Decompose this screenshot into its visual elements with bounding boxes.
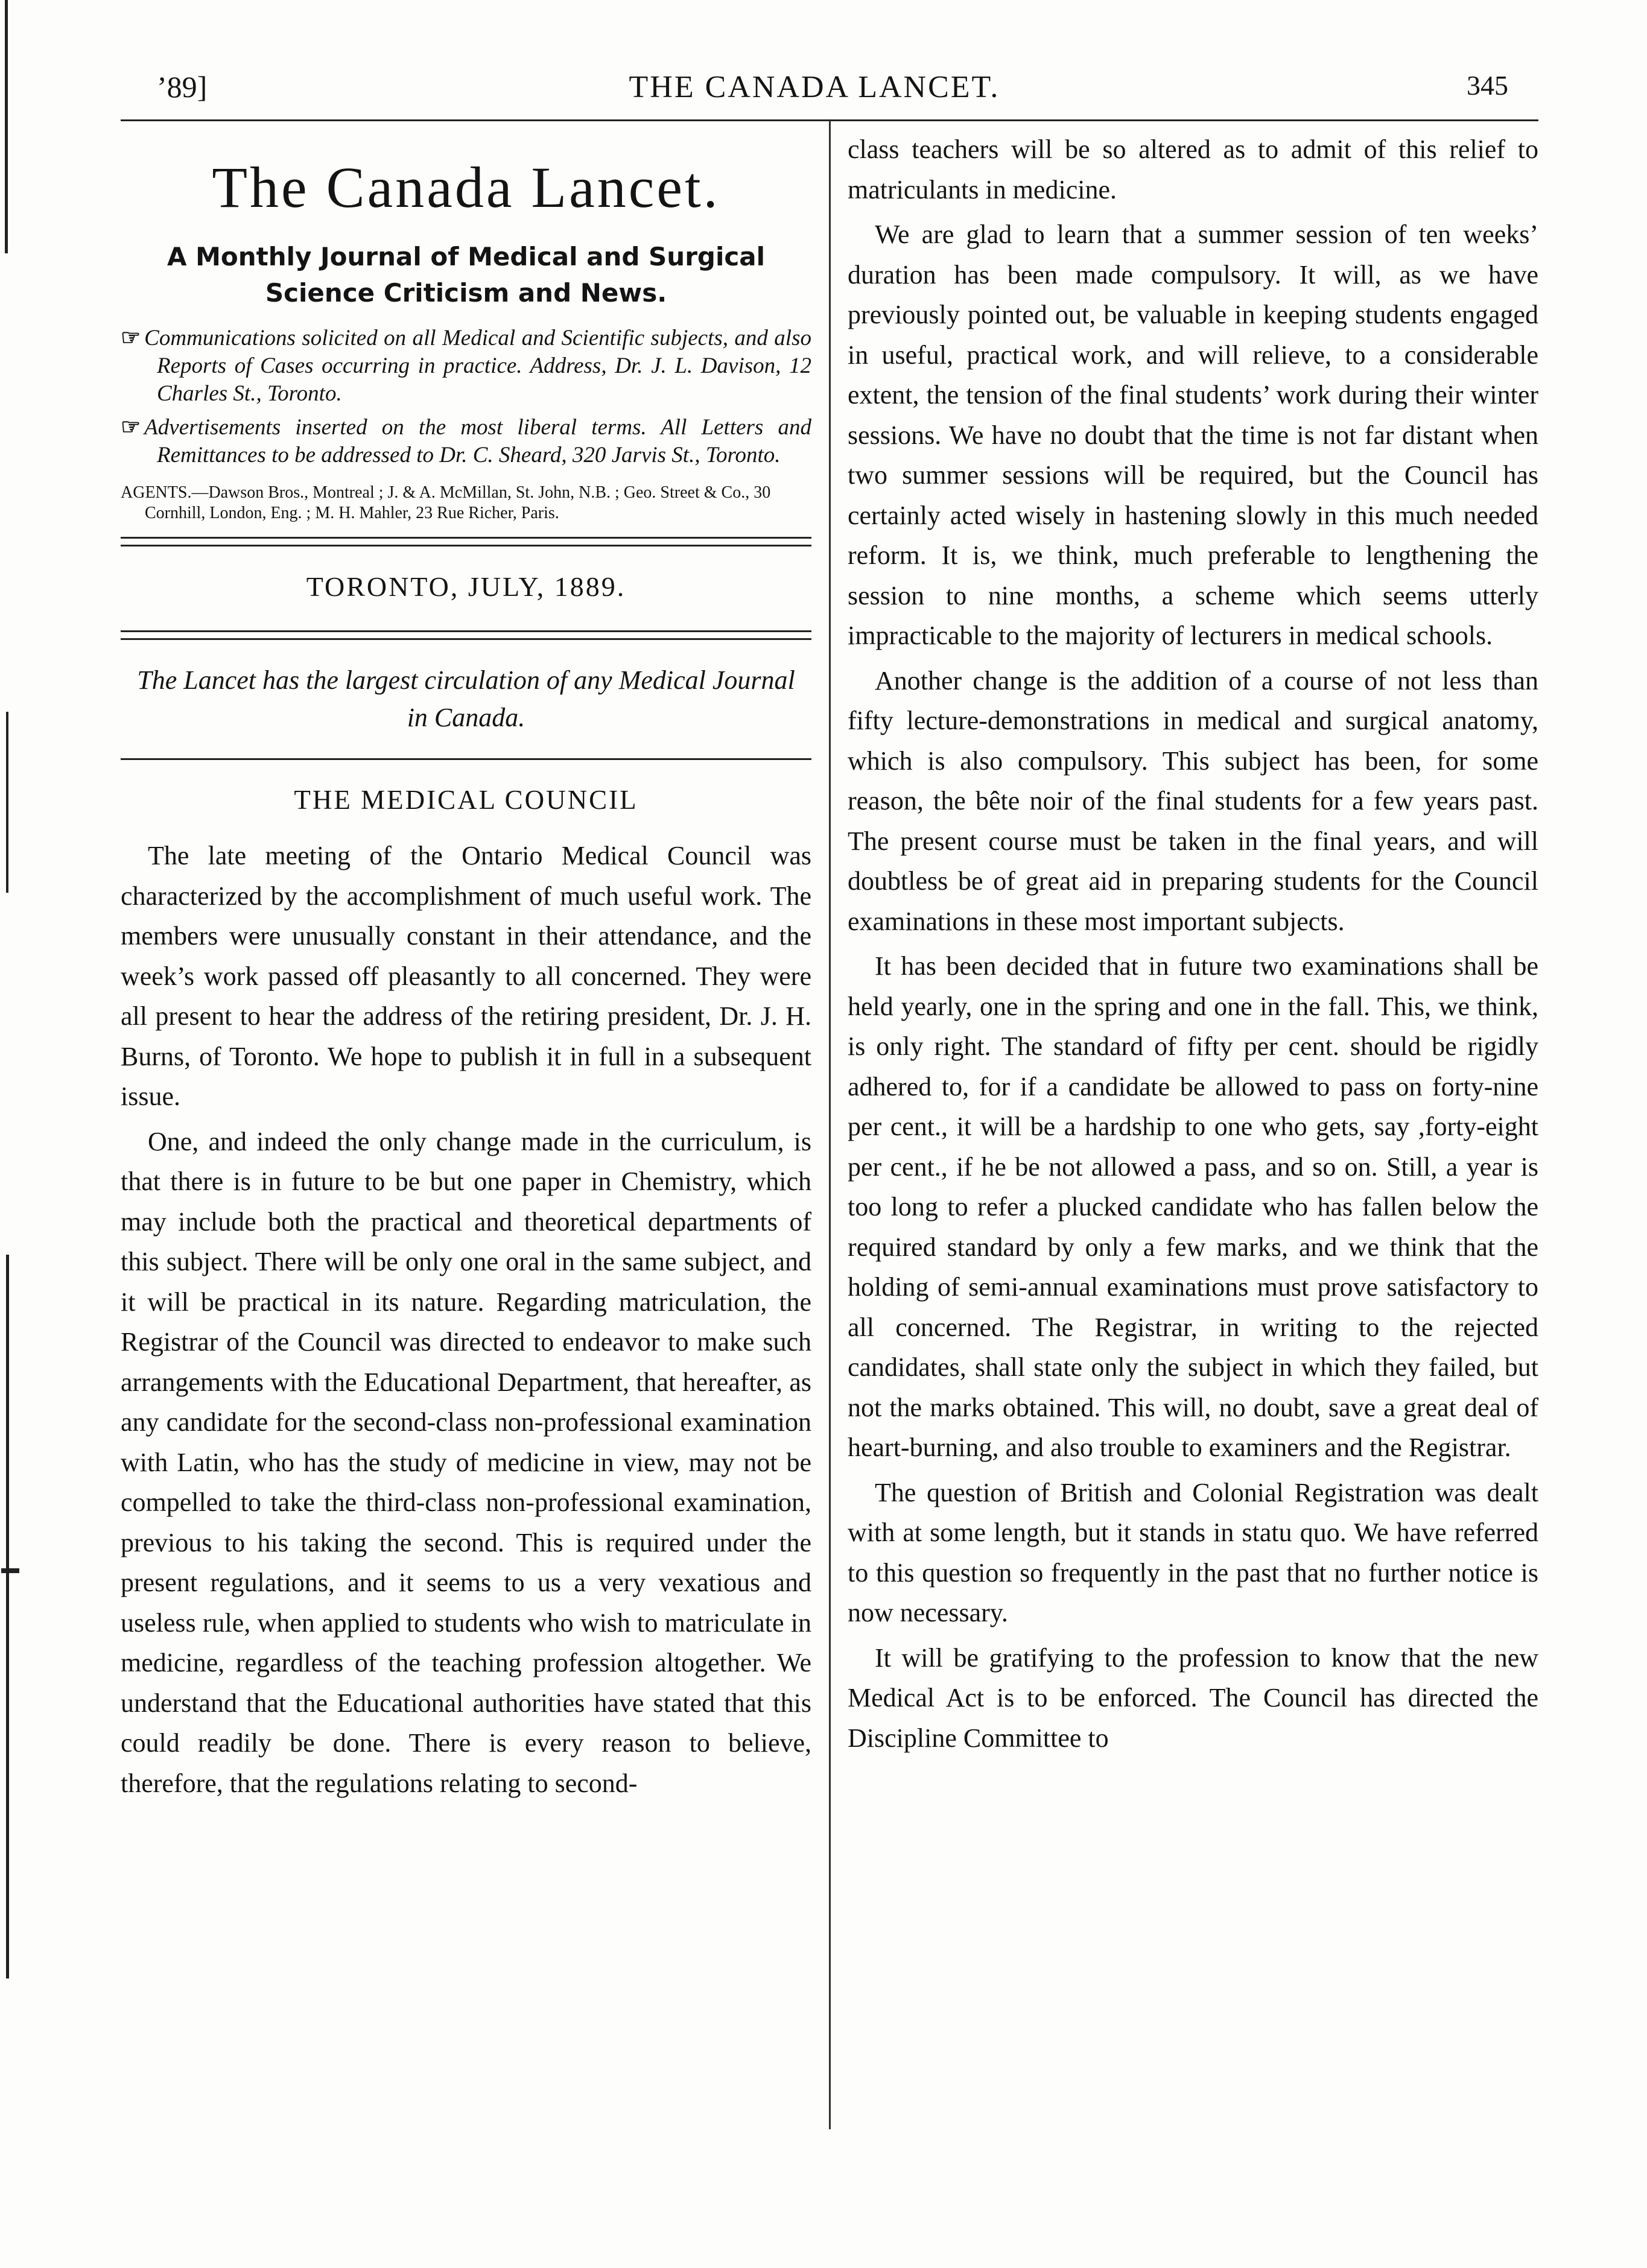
- advertisements-text: Advertisements inserted on the most liberal terms. All Letters and Remittances to be addressed to Dr. C. Sheard, 320 Jarvis St., Toronto.: [144, 415, 811, 467]
- article-title: THE MEDICAL COUNCIL: [294, 785, 638, 815]
- article-paragraph: It will be gratifying to the profession to know that the new Medical Act is to be enforced. The Council has directed the Discipline Committee to: [848, 1642, 1538, 1753]
- circulation-notice: The Lancet has the largest circulation of any Medical Journal in Canada.: [137, 665, 795, 732]
- running-head: [121, 69, 1508, 118]
- pointing-hand-icon: ☞: [121, 415, 141, 440]
- communications-text: Communications solicited on all Medical and Scientific subjects, and also Reports of Cases occurring in practice. Address, Dr. J. L. Davison, 12 Charles St., Toronto.: [144, 326, 811, 406]
- article-paragraph: The late meeting of the Ontario Medical Council was characterized by the accomplishment of much useful work. The members were unusually constant in their attendance, and the week’s work passed off pleasantly to all concerned. They were all present to hear the address of the retiring president, Dr. J. H. Burns, of Toronto. We hope to publish it in full in a subsequent issue.: [121, 841, 811, 1111]
- article-paragraph: We are glad to learn that a summer session of ten weeks’ duration has been made compulsory. It will, as we have previously pointed out, be valuable in keeping students engaged in useful, practical work, and will relieve, to a considerable extent, the tension of the final students’ work during their winter sessions. We have no doubt that the time is not far distant when two summer sessions will be required, but the Council has certainly acted wisely in hastening slowly in this much needed reform. It is, we think, much preferable to lengthening the session to nine months, a scheme which seems utterly impracticable to the majority of lecturers in medical schools.: [848, 220, 1538, 650]
- column-divider: [829, 121, 831, 2129]
- advertisements-notice: [121, 414, 811, 469]
- page-number: 345: [1467, 70, 1508, 101]
- binding-edge-mark: [6, 1255, 9, 1978]
- double-rule: [121, 630, 811, 640]
- masthead-subtitle: A Monthly Journal of Medical and Surgical Science Criticism and News.: [167, 242, 766, 308]
- left-column: [121, 130, 811, 1808]
- running-head-year: ’89]: [157, 70, 208, 104]
- communications-notice: [121, 325, 811, 408]
- article-paragraph: It has been decided that in future two examinations shall be held yearly, one in the spring and one in the fall. This, we think, is only right. The standard of fifty per cent. should be rigidly adhered to, for if a candidate be allowed to pass on forty-nine per cent., it will be a hardship to one who gets, say ,forty-eight per cent., if he be not allowed a pass, and so on. Still, a year is too long to refer a plucked candidate who has fallen below the required standard by only a few marks, and we think that the holding of semi-annual examinations must prove satisfactory to all concerned. The Registrar, in writing to the rejected candidates, shall state only the subject in which they failed, but not the marks obtained. This will, no doubt, save a great deal of heart-burning, and also trouble to examiners and the Registrar.: [848, 951, 1538, 1462]
- double-rule: [121, 537, 811, 546]
- article-paragraph: One, and indeed the only change made in the curriculum, is that there is in future to be but one paper in Chemistry, which may include both the practical and theoretical departments of this subject. There will be only one oral in the same subject, and it will be practical in its nature. Regarding matriculation, the Registrar of the Council was directed to endeavor to make such arrangements with the Educational Department, that hereafter, as any candidate for the second-class non-professional examination with Latin, who has the study of medicine in view, may not be compelled to take the third-class non-professional examination, previous to his taking the second. This is required under the present regulations, and it seems to us a very vexatious and useless rule, when applied to students who wish to matriculate in medicine, regardless of the teaching profession altogether. We understand that the Educational authorities have stated that this could readily be done. There is every reason to believe, therefore, that the regulations relating to second-: [121, 1126, 811, 1798]
- binding-edge-mark: [6, 712, 8, 893]
- section-rule: [121, 758, 811, 760]
- article-paragraph: Another change is the addition of a course of not less than fifty lecture-demonstrations in medical and surgical anatomy, which is also compulsory. This subject has been, for some reason, the bête noir of the final students for a few years past. The present course must be taken in the final years, and will doubtless be of great aid in preparing students for the Council examinations in these most important subjects.: [848, 665, 1538, 936]
- pointing-hand-icon: ☞: [121, 326, 141, 350]
- article-paragraph: class teachers will be so altered as to admit of this relief to matriculants in medicine.: [848, 135, 1538, 204]
- running-head-journal: THE CANADA LANCET.: [629, 70, 1000, 104]
- agents-list: AGENTS.—Dawson Bros., Montreal ; J. & A. McMillan, St. John, N.B. ; Geo. Street & Co., 30 Cornhill, London, Eng. ; M. H. Mahler, 23 Rue Richer, Paris.: [121, 483, 771, 522]
- binding-edge-mark: [1, 1568, 19, 1573]
- masthead-title: The Canada Lancet.: [212, 155, 720, 220]
- binding-edge-mark: [5, 0, 8, 253]
- right-column: [848, 130, 1538, 1763]
- dateline: TORONTO, JULY, 1889.: [306, 571, 626, 602]
- article-paragraph: The question of British and Colonial Registration was dealt with at some length, but it stands in statu quo. We have referred to this question so frequently in the past that no further notice is now necessary.: [848, 1477, 1538, 1627]
